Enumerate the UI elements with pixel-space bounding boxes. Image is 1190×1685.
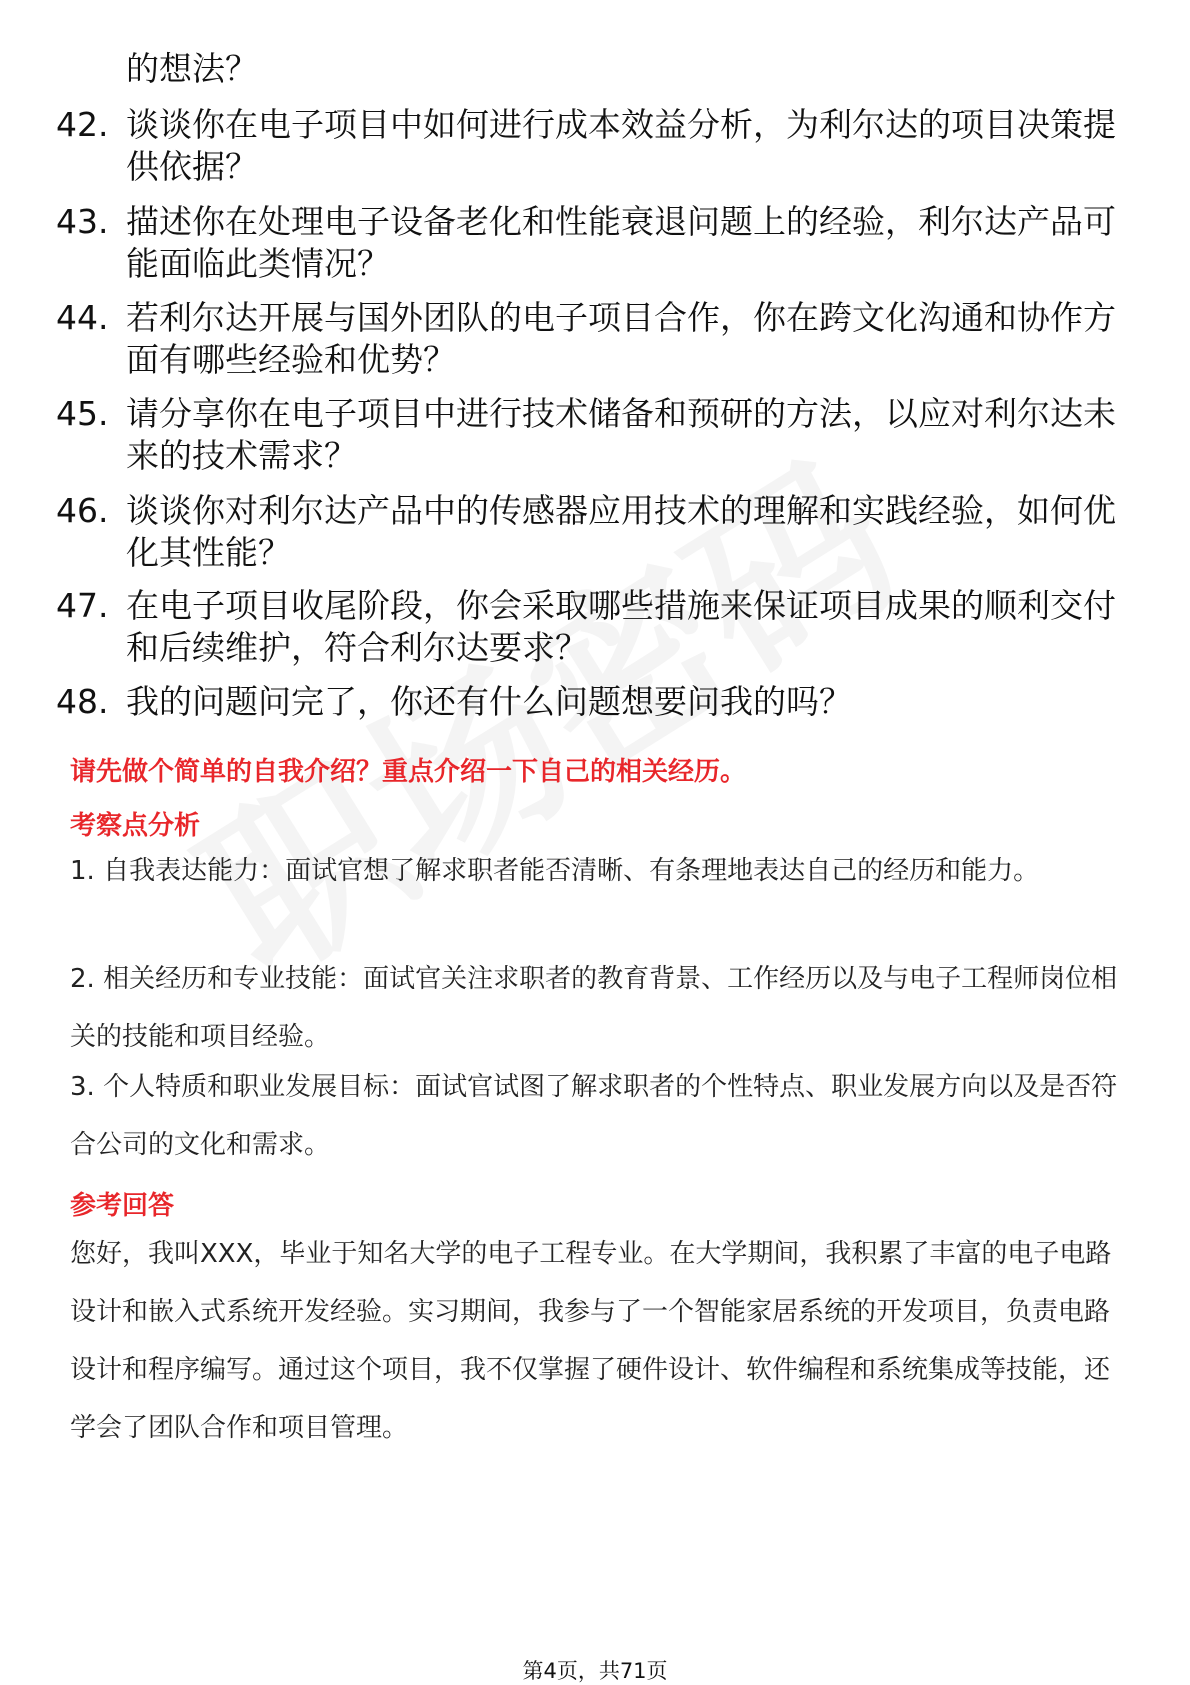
question-continuation: 的想法？: [126, 49, 258, 88]
section-question: 请先做个简单的自我介绍？重点介绍一下自己的相关经历。: [70, 757, 747, 787]
page-number: 第4页，共71页: [522, 1659, 668, 1683]
analysis-title: 考察点分析: [70, 811, 201, 841]
list-item: [56, 104, 1136, 188]
list-item: [56, 393, 1136, 477]
question-text: 我的问题问完了，你还有什么问题想要问我的吗？: [126, 682, 852, 721]
question-text: 谈谈你对利尔达产品中的传感器应用技术的理解和实践经验，如何优化其性能？: [126, 491, 1116, 572]
question-number: 47.: [56, 586, 109, 625]
question-text: 请分享你在电子项目中进行技术储备和预研的方法，以应对利尔达未来的技术需求？: [126, 394, 1116, 475]
question-number: 46.: [56, 491, 109, 530]
question-text: 描述你在处理电子设备老化和性能衰退问题上的经验，利尔达产品可能面临此类情况？: [126, 202, 1116, 283]
list-item: [56, 201, 1136, 285]
list-item: [56, 585, 1136, 669]
question-number: 42.: [56, 105, 109, 144]
answer-text: 您好，我叫XXX，毕业于知名大学的电子工程专业。在大学期间，我积累了丰富的电子电路设计和嵌入式系统开发经验。实习期间，我参与了一个智能家居系统的开发项目，负责电路设计和程序编写。通过这个项目，我不仅掌握了硬件设计、软件编程和系统集成等技能，还学会了团队合作和项目管理。: [70, 1239, 1112, 1443]
question-number: 45.: [56, 394, 109, 433]
question-text: 在电子项目收尾阶段，你会采取哪些措施来保证项目成果的顺利交付和后续维护，符合利尔达要求？: [126, 586, 1116, 667]
analysis-point: 3. 个人特质和职业发展目标：面试官试图了解求职者的个性特点、职业发展方向以及是否符合公司的文化和需求。: [70, 1072, 1118, 1160]
question-text: 若利尔达开展与国外团队的电子项目合作，你在跨文化沟通和协作方面有哪些经验和优势？: [126, 298, 1116, 379]
question-number: 44.: [56, 298, 109, 337]
analysis-point: 2. 相关经历和专业技能：面试官关注求职者的教育背景、工作经历以及与电子工程师岗位相关的技能和项目经验。: [70, 964, 1118, 1052]
list-item: [56, 297, 1136, 381]
question-number: 43.: [56, 202, 109, 241]
question-number: 48.: [56, 682, 109, 721]
analysis-point: 1. 自我表达能力：面试官想了解求职者能否清晰、有条理地表达自己的经历和能力。: [70, 856, 1040, 886]
list-item: [56, 490, 1136, 574]
list-item: [56, 681, 1136, 723]
answer-title: 参考回答: [70, 1191, 175, 1221]
question-text: 谈谈你在电子项目中如何进行成本效益分析，为利尔达的项目决策提供依据？: [126, 105, 1116, 186]
